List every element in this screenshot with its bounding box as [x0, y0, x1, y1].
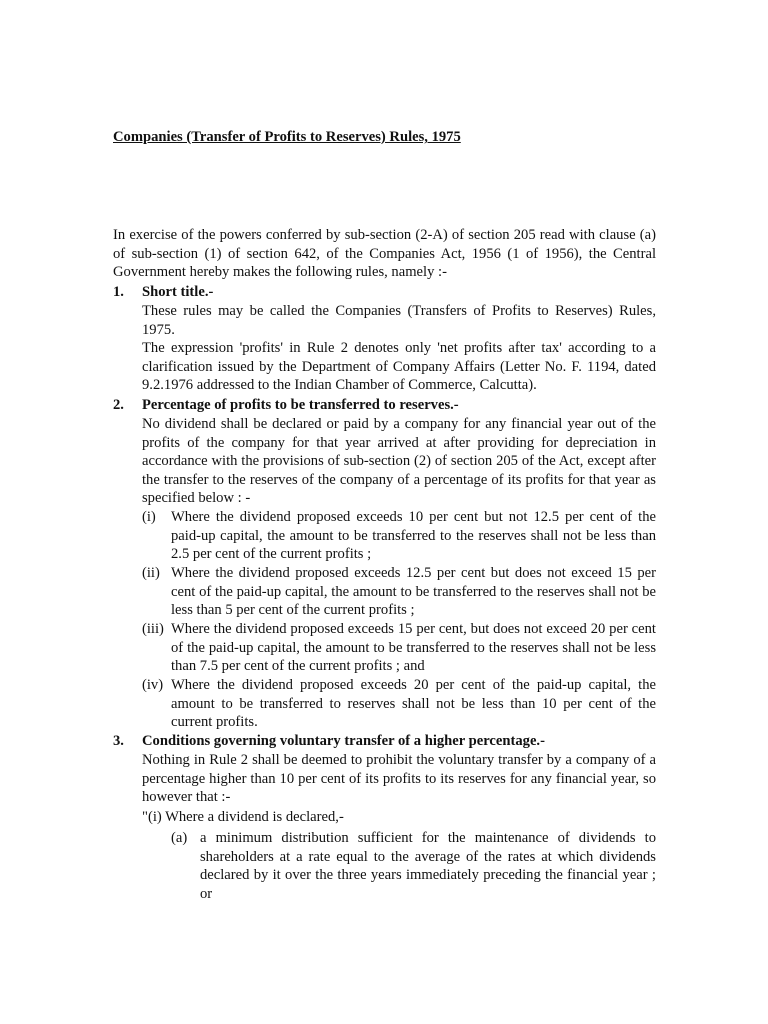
section-3-paragraph-2: "(i) Where a dividend is declared,-: [142, 809, 344, 825]
clause-number: (iv): [142, 677, 164, 693]
clause-text: Where the dividend proposed exceeds 10 per cent but not 12.5 per cent of the paid-up capital, the amount to be transferred to the reserves shall not be less than 2.5 per cent of the current profits ;: [171, 509, 656, 562]
section-1-paragraph-1: These rules may be called the Companies (Transfers of Profits to Reserves) Rules, 1975.: [142, 303, 656, 338]
clause-text: Where the dividend proposed exceeds 15 per cent, but does not exceed 20 per cent of the paid-up capital, the amount to be transferred to the reserves shall not be less than 7.5 per cent of the current profits ; and: [171, 621, 656, 674]
section-3-paragraph-1: Nothing in Rule 2 shall be deemed to prohibit the voluntary transfer by a company of a percentage higher than 10 per cent of its profits to its reserves for any financial year, so however that :-: [142, 752, 656, 805]
clause-number: (iii): [142, 621, 164, 637]
section-1-paragraph-2: The expression 'profits' in Rule 2 denotes only 'net profits after tax' according to a clarification issued by the Department of Company Affairs (Letter No. F. 1194, dated 9.2.1976 addressed to the Indian Chamber of Commerce, Calcutta).: [142, 340, 656, 393]
section-number: 2.: [113, 397, 124, 413]
section-title: Short title.-: [142, 284, 214, 300]
section-2-paragraph: No dividend shall be declared or paid by a company for any financial year out of the profits of the company for that year arrived at after providing for depreciation in accordance with the provisions of sub-section (2) of section 205 of the Act, except after the transfer to the reserves of the company of a percentage of its profits for that year as specified below : -: [142, 416, 656, 506]
clause-number: (i): [142, 509, 156, 525]
section-number: 1.: [113, 284, 124, 300]
clause-text: Where the dividend proposed exceeds 12.5 per cent but does not exceed 15 per cent of the paid-up capital, the amount to be transferred to the reserves shall not be less than 5 per cent of the current profits ;: [171, 565, 656, 618]
sub-clause-number: (a): [171, 830, 188, 846]
section-number: 3.: [113, 733, 124, 749]
section-title: Conditions governing voluntary transfer of a higher percentage.-: [142, 733, 545, 749]
clause-number: (ii): [142, 565, 160, 581]
intro-paragraph: In exercise of the powers conferred by sub-section (2-A) of section 205 read with clause (a) of sub-section (1) of section 642, of the Companies Act, 1956 (1 of 1956), the Central Government hereby makes the following rules, namely :-: [113, 227, 656, 280]
section-title: Percentage of profits to be transferred to reserves.-: [142, 397, 459, 413]
clause-text: Where the dividend proposed exceeds 20 per cent of the paid-up capital, the amount to be transferred to reserves shall not be less than 10 per cent of the current profits.: [171, 677, 656, 730]
document-title: Companies (Transfer of Profits to Reserves) Rules, 1975: [113, 129, 461, 145]
sub-clause-text: a minimum distribution sufficient for the maintenance of dividends to shareholders at a rate equal to the average of the rates at which dividends declared by it over the three years immediately preceding the financial year ; or: [200, 830, 656, 902]
